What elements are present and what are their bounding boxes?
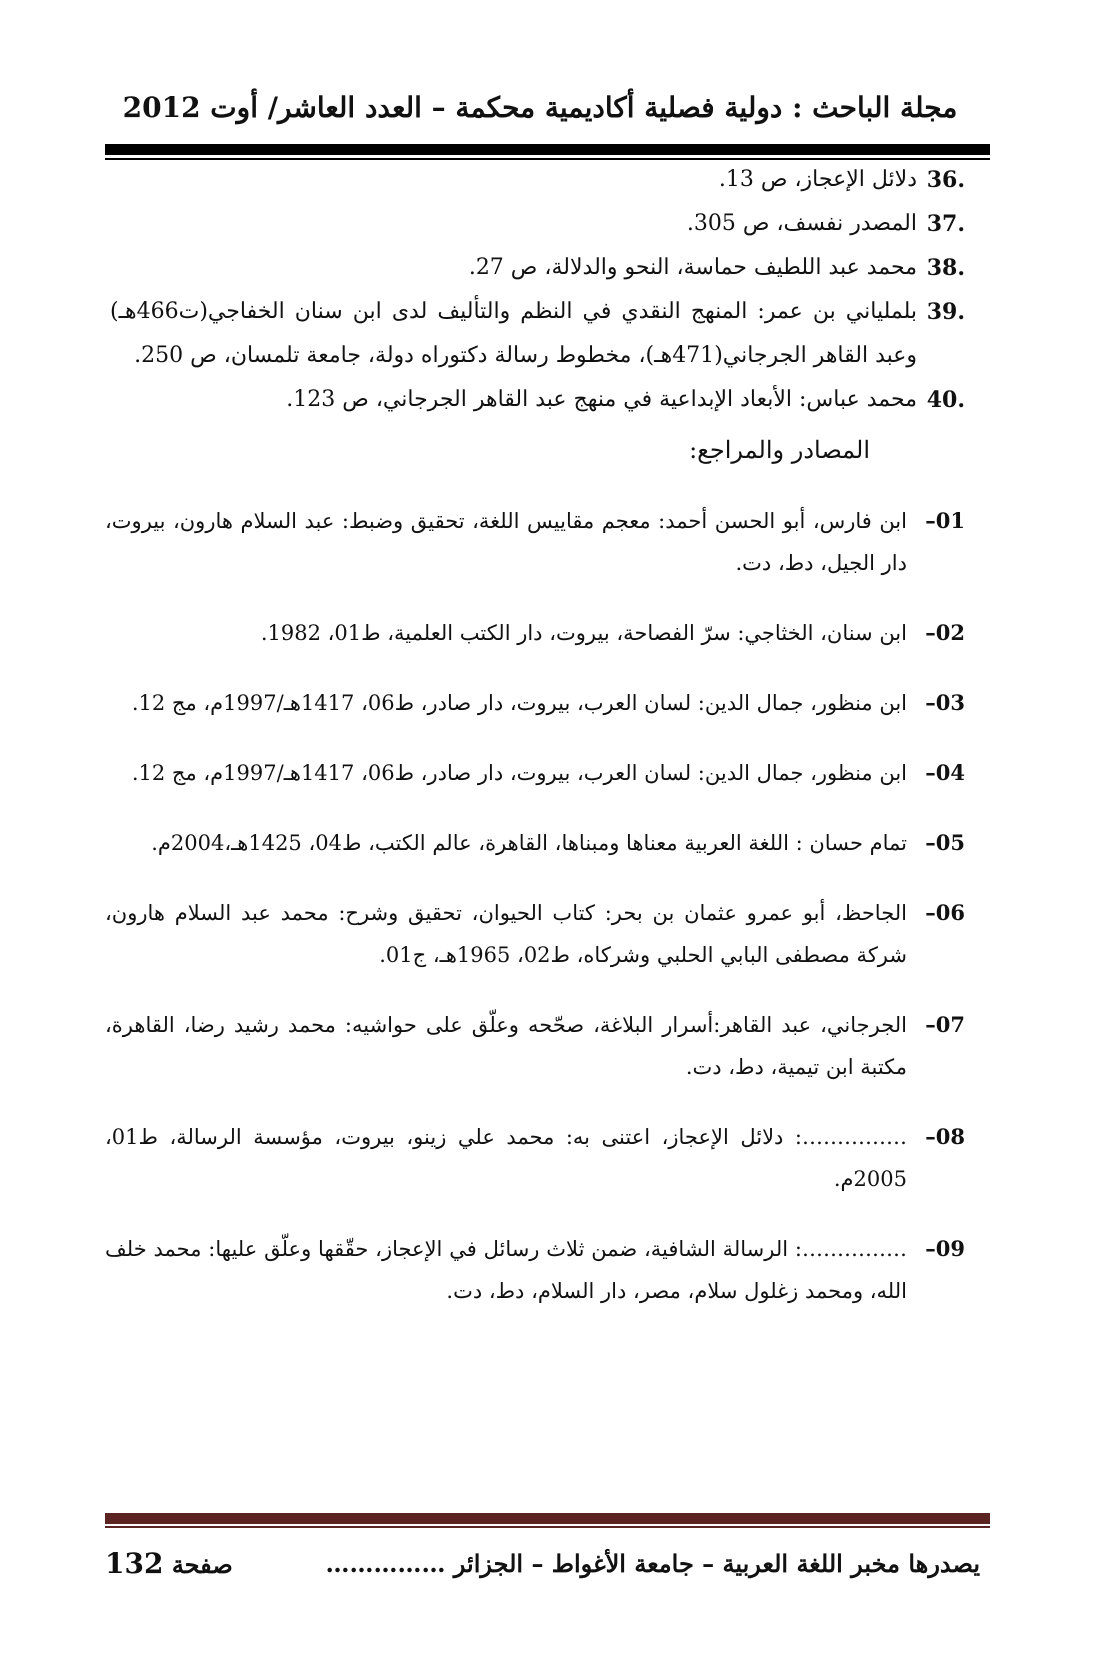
footnote-item — [110, 246, 965, 290]
footnote-item — [110, 378, 965, 422]
footnote-item — [110, 158, 965, 202]
reference-item — [105, 1228, 965, 1312]
footnote-text: بلملياني بن عمر: المنهج النقدي في النظم والتأليف لدى ابن سنان الخفاجي(ت466هـ) وعبد القاهر الجرجاني(471هـ)، مخطوط رسالة دكتوراه دولة، جامعة تلمسان، ص 250. — [110, 299, 917, 368]
reference-number: 03– — [925, 690, 965, 715]
footnote-text: محمد عبد اللطيف حماسة، النحو والدلالة، ص 27. — [468, 255, 917, 280]
reference-text: تمام حسان : اللغة العربية معناها ومبناها، القاهرة، عالم الكتب، ط04، 1425هـ،2004م. — [151, 831, 907, 855]
reference-number: 07– — [925, 1012, 965, 1037]
reference-item — [105, 682, 965, 724]
footnote-number: 38. — [926, 255, 965, 281]
reference-item — [105, 1004, 965, 1088]
journal-header-title: مجلة الباحث : دولية فصلية أكاديمية محكمة – العدد العاشر/ أوت 2012 — [122, 91, 958, 124]
reference-item — [105, 892, 965, 976]
reference-item — [105, 612, 965, 654]
footnote-number: 40. — [926, 387, 965, 413]
references-heading: المصادر والمراجع: — [689, 436, 870, 464]
footnote-number: 36. — [926, 167, 965, 193]
reference-text: ابن منظور، جمال الدين: لسان العرب، بيروت، دار صادر، ط06، 1417هـ/1997م، مج 12. — [131, 761, 907, 785]
page-number-label — [105, 1544, 233, 1585]
footer-publisher: يصدرها مخبر اللغة العربية – جامعة الأغواط – الجزائر …………… — [325, 1549, 980, 1578]
reference-text: ابن منظور، جمال الدين: لسان العرب، بيروت، دار صادر، ط06، 1417هـ/1997م، مج 12. — [131, 691, 907, 715]
reference-text: ……………: الرسالة الشافية، ضمن ثلاث رسائل في الإعجاز، حقّقها وعلّق عليها: محمد خلف الله، ومحمد زغلول سلام، مصر، دار السلام، دط، دت. — [105, 1237, 907, 1303]
reference-number: 02– — [925, 620, 965, 645]
reference-number: 06– — [925, 900, 965, 925]
page-number: 132 — [105, 1547, 164, 1580]
reference-number: 08– — [925, 1124, 965, 1149]
footnotes-list — [110, 158, 965, 422]
references-list — [105, 500, 965, 1340]
reference-number: 04– — [925, 760, 965, 785]
footnote-item — [110, 202, 965, 246]
footer-rule-thin — [105, 1526, 990, 1528]
reference-item — [105, 1116, 965, 1200]
footnote-text: دلائل الإعجاز، ص 13. — [718, 167, 917, 192]
reference-number: 01– — [925, 508, 965, 533]
page-label: صفحة — [171, 1550, 233, 1579]
reference-number: 05– — [925, 830, 965, 855]
reference-item — [105, 822, 965, 864]
reference-text: ابن فارس، أبو الحسن أحمد: معجم مقاييس اللغة، تحقيق وضبط: عبد السلام هارون، بيروت، دار الجيل، دط، دت. — [105, 509, 907, 575]
footnote-number: 37. — [926, 211, 965, 237]
header-rule-thick — [105, 144, 990, 155]
reference-text: ……………: دلائل الإعجاز، اعتنى به: محمد علي زينو، بيروت، مؤسسة الرسالة، ط01، 2005م. — [105, 1125, 907, 1191]
reference-item — [105, 500, 965, 584]
reference-number: 09– — [925, 1236, 965, 1261]
reference-text: ابن سنان، الخثاجي: سرّ الفصاحة، بيروت، دار الكتب العلمية، ط01، 1982. — [260, 621, 907, 645]
footnote-text: محمد عباس: الأبعاد الإبداعية في منهج عبد القاهر الجرجاني، ص 123. — [286, 387, 917, 412]
footer-rule-thick — [105, 1513, 990, 1524]
page-footer — [100, 1544, 980, 1584]
reference-item — [105, 752, 965, 794]
footnote-item — [110, 290, 965, 378]
reference-text: الجاحظ، أبو عمرو عثمان بن بحر: كتاب الحيوان، تحقيق وشرح: محمد عبد السلام هارون، شركة مصطفى البابي الحلبي وشركاه، ط02، 1965هـ، ج01. — [105, 901, 907, 967]
footnote-text: المصدر نفسف، ص 305. — [686, 211, 917, 236]
reference-text: الجرجاني، عبد القاهر:أسرار البلاغة، صحّحه وعلّق على حواشيه: محمد رشيد رضا، القاهرة، مكتبة ابن تيمية، دط، دت. — [105, 1013, 907, 1079]
footnote-number: 39. — [926, 299, 965, 325]
